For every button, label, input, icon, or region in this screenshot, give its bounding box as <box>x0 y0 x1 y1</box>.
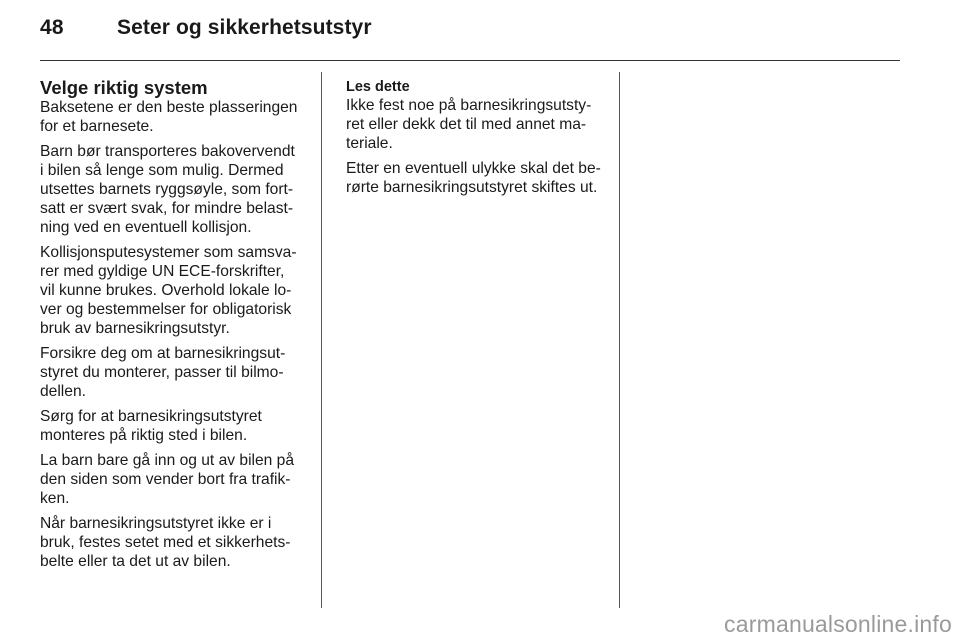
section-heading: Velge riktig system <box>40 77 208 98</box>
text-line: La barn bare gå inn og ut av bilen på <box>40 452 295 469</box>
text-line: ver og bestemmelser for obligatorisk <box>40 301 292 318</box>
page-number: 48 <box>40 16 64 39</box>
text-line: ken. <box>40 490 70 507</box>
text-line: belte eller ta det ut av bilen. <box>40 553 231 570</box>
column-divider-left <box>321 72 322 608</box>
text-line: Ikke fest noe på barnesikringsutsty- <box>346 97 592 114</box>
note-heading: Les dette <box>346 79 410 95</box>
body-paragraph <box>40 451 312 508</box>
text-line: rørte barnesikringsutstyret skiftes ut. <box>346 179 598 196</box>
text-line: vil kunne brukes. Overhold lokale lo- <box>40 282 292 299</box>
footer-watermark: carmanualsonline.info <box>724 611 952 637</box>
text-line: monteres på riktig sted i bilen. <box>40 427 248 444</box>
text-line: Kollisjonsputesystemer som samsva- <box>40 244 297 261</box>
body-paragraph <box>40 514 312 571</box>
text-line: satt er svært svak, for mindre belast- <box>40 200 294 217</box>
text-line: for et barnesete. <box>40 118 154 135</box>
body-paragraph <box>40 407 312 445</box>
text-line: Etter en eventuell ulykke skal det be- <box>346 160 601 177</box>
text-line: Sørg for at barnesikringsutstyret <box>40 408 262 425</box>
text-line: den siden som vender bort fra trafik- <box>40 471 291 488</box>
body-paragraph <box>40 98 312 136</box>
body-paragraph <box>346 159 608 197</box>
page-header-title: Seter og sikkerhetsutstyr <box>117 16 372 39</box>
body-paragraph <box>346 96 608 153</box>
text-line: rer med gyldige UN ECE-forskrifter, <box>40 263 285 280</box>
body-paragraph <box>40 142 312 237</box>
text-line: Forsikre deg om at barnesikringsut- <box>40 345 286 362</box>
left-column-body <box>40 98 312 571</box>
text-line: dellen. <box>40 383 86 400</box>
column-divider-right <box>619 72 620 608</box>
text-line: ret eller dekk det til med annet ma- <box>346 116 587 133</box>
text-line: utsettes barnets ryggsøyle, som fort- <box>40 181 294 198</box>
text-line: i bilen så lenge som mulig. Dermed <box>40 162 284 179</box>
text-line: Baksetene er den beste plasseringen <box>40 99 298 116</box>
text-line: bruk, festes setet med et sikkerhets- <box>40 534 291 551</box>
text-line: bruk av barnesikringsutstyr. <box>40 320 230 337</box>
header-rule <box>40 60 900 61</box>
text-line: styret du monterer, passer til bilmo- <box>40 364 284 381</box>
body-paragraph <box>40 344 312 401</box>
text-line: Når barnesikringsutstyret ikke er i <box>40 515 272 532</box>
text-line: Barn bør transporteres bakovervendt <box>40 143 295 160</box>
left-column <box>40 78 312 577</box>
middle-column-body <box>346 96 608 197</box>
middle-column <box>346 78 608 203</box>
text-line: ning ved en eventuell kollisjon. <box>40 219 252 236</box>
text-line: teriale. <box>346 135 393 152</box>
body-paragraph <box>40 243 312 338</box>
